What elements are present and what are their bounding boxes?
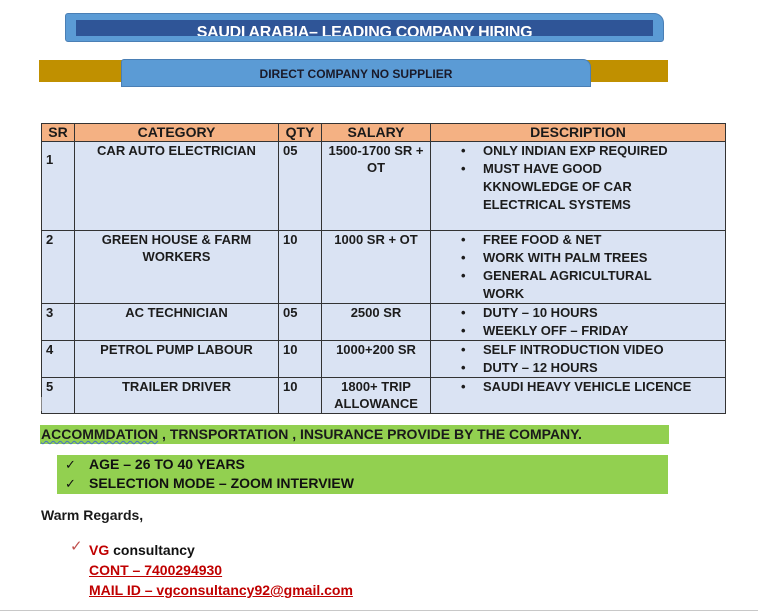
description-item: • WORK WITH PALM TREES [435, 249, 721, 267]
cell-category: CAR AUTO ELECTRICIAN [75, 142, 279, 231]
table-row [42, 341, 726, 378]
description-item: • GENERAL AGRICULTURAL WORK [435, 267, 721, 303]
salary-value: 1000 SR + OT [334, 232, 418, 247]
cell-description [431, 304, 726, 341]
cell-description [431, 341, 726, 378]
description-item: • DUTY – 12 HOURS [435, 359, 721, 377]
greeting: Warm Regards, [41, 507, 144, 523]
description-list [435, 142, 721, 214]
cell-salary [322, 378, 431, 414]
cell-salary: 2500 SR [322, 304, 431, 341]
description-item: • SELF INTRODUCTION VIDEO [435, 341, 721, 359]
cell-sr: 4 [42, 341, 75, 378]
col-salary: SALARY [322, 124, 431, 142]
signature-block [89, 540, 353, 600]
cell-qty: 05 [279, 142, 322, 231]
cell-salary [322, 231, 431, 304]
subtitle-box: DIRECT COMPANY NO SUPPLIER [121, 59, 591, 87]
description-list [435, 304, 721, 340]
signature-check-icon: ✓ [70, 538, 83, 555]
cell-qty: 10 [279, 341, 322, 378]
cell-description [431, 231, 726, 304]
cell-salary: 1000+200 SR [322, 341, 431, 378]
cell-salary: 1500-1700 SR + OT [322, 142, 431, 231]
col-qty: QTY [279, 124, 322, 142]
cell-sr: 3 [42, 304, 75, 341]
title-inner-bar [76, 20, 653, 36]
table-row [42, 304, 726, 341]
table-header-row [42, 124, 726, 142]
description-item: • FREE FOOD & NET [435, 231, 721, 249]
description-list [435, 231, 721, 303]
description-item: • WEEKLY OFF – FRIDAY [435, 322, 721, 340]
cell-sr [42, 142, 75, 231]
cell-sr: 2 [42, 231, 75, 304]
requirement-item [57, 455, 668, 474]
benefits-misspelled-word: ACCOMMDATION [41, 426, 159, 442]
company-prefix: VG [89, 542, 110, 558]
contact-email-link[interactable]: MAIL ID – vgconsultancy92@gmail.com [89, 582, 353, 598]
benefits-banner [40, 425, 669, 444]
requirement-text: SELECTION MODE – ZOOM INTERVIEW [89, 475, 354, 491]
bottom-divider [0, 610, 758, 611]
col-description: DESCRIPTION [431, 124, 726, 142]
requirement-item [57, 474, 668, 493]
contact-phone-link[interactable]: CONT – 7400294930 [89, 562, 223, 578]
cell-category: AC TECHNICIAN [75, 304, 279, 341]
description-list [435, 341, 721, 377]
description-item: • ONLY INDIAN EXP REQUIRED [435, 142, 721, 160]
text-cursor [41, 397, 42, 411]
cell-qty: 10 [279, 231, 322, 304]
salary-value: 1800+ TRIP ALLOWANCE [334, 379, 418, 411]
jobs-table [41, 123, 726, 414]
checkmark-icon: ✓ [65, 457, 76, 472]
category-value: GREEN HOUSE & FARM WORKERS [101, 232, 252, 264]
table-row [42, 378, 726, 414]
cell-description [431, 378, 726, 414]
cell-category: TRAILER DRIVER [75, 378, 279, 414]
sr-value: 1 [46, 152, 54, 167]
description-item: • MUST HAVE GOOD KKNOWLEDGE OF CAR ELECTRICAL SYSTEMS [435, 160, 721, 214]
cell-category: PETROL PUMP LABOUR [75, 341, 279, 378]
description-item: • SAUDI HEAVY VEHICLE LICENCE [435, 378, 721, 396]
page-title: SAUDI ARABIA– LEADING COMPANY HIRING [196, 24, 533, 36]
description-item: • DUTY – 10 HOURS [435, 304, 721, 322]
cell-sr: 5 [42, 378, 75, 414]
checkmark-icon: ✓ [65, 476, 76, 491]
table-row [42, 142, 726, 231]
col-category: CATEGORY [75, 124, 279, 142]
cell-description [431, 142, 726, 231]
table-row [42, 231, 726, 304]
company-name [89, 540, 353, 560]
description-list [435, 378, 721, 396]
requirement-text: AGE – 26 TO 40 YEARS [89, 456, 245, 472]
requirements-list [57, 455, 668, 494]
title-banner [65, 13, 664, 42]
cell-qty: 10 [279, 378, 322, 414]
benefits-text: , TRNSPORTATION , INSURANCE PROVIDE BY THE COMPANY. [158, 426, 582, 442]
col-sr: SR [42, 124, 75, 142]
company-suffix: consultancy [109, 542, 195, 558]
cell-qty: 05 [279, 304, 322, 341]
cell-category [75, 231, 279, 304]
